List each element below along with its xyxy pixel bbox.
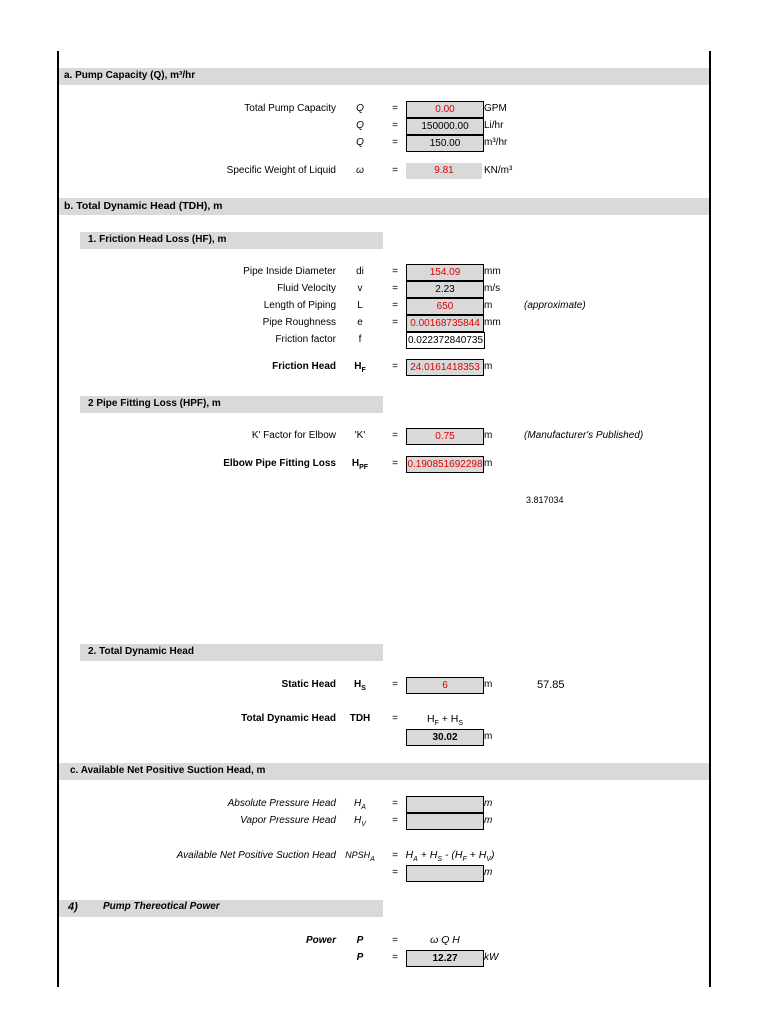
total-pump-capacity-label: Total Pump Capacity xyxy=(244,103,336,114)
side-value: 57.85 xyxy=(537,679,565,691)
absolute-pressure-label: Absolute Pressure Head xyxy=(227,798,336,809)
equals-sign: = xyxy=(392,815,398,826)
left-border-line xyxy=(57,51,59,987)
power-formula: ω Q H xyxy=(430,934,460,946)
elbow-fitting-loss-cell[interactable]: 0.190851692298 xyxy=(406,456,484,473)
q-symbol: Q xyxy=(356,103,364,114)
specific-weight-cell[interactable]: 9.81 xyxy=(406,163,482,179)
capacity-gpm-cell[interactable]: 0.00 xyxy=(406,101,484,118)
absolute-pressure-cell[interactable] xyxy=(406,796,484,813)
di-symbol: di xyxy=(356,266,364,277)
unit-mm: mm xyxy=(484,317,501,328)
friction-factor-cell[interactable]: 0.022372840735 xyxy=(406,332,485,349)
unit-m: m xyxy=(484,679,493,690)
equals-sign: = xyxy=(392,713,398,724)
omega-symbol: ω xyxy=(356,165,364,176)
tdh-label: Total Dynamic Head xyxy=(241,713,336,724)
unit-m: m xyxy=(484,815,493,826)
tdh-subsection-header: 2. Total Dynamic Head xyxy=(88,646,194,657)
friction-subsection-header: 1. Friction Head Loss (HF), m xyxy=(88,234,227,245)
static-head-cell[interactable]: 6 xyxy=(406,677,484,694)
friction-head-label: Friction Head xyxy=(272,361,336,372)
equals-sign: = xyxy=(392,361,398,372)
k-factor-label: K' Factor for Elbow xyxy=(251,430,336,441)
hv-symbol: $H_V$ xyxy=(354,815,366,828)
equals-sign: = xyxy=(392,137,398,148)
vapor-pressure-cell[interactable] xyxy=(406,813,484,830)
capacity-m3hr-cell[interactable]: 150.00 xyxy=(406,135,484,152)
equals-sign: = xyxy=(392,935,398,946)
npsh-formula: $H_A + H_S - (H_F + H_V)$ xyxy=(405,849,495,864)
unit-m: m xyxy=(484,300,493,311)
fitting-subsection-header: 2 Pipe Fitting Loss (HPF), m xyxy=(88,398,221,409)
unit-mm: mm xyxy=(484,266,501,277)
elbow-fitting-loss-label: Elbow Pipe Fitting Loss xyxy=(223,458,336,469)
unit-gpm: GPM xyxy=(484,103,507,114)
unit-m: m xyxy=(484,867,493,878)
unit-m: m xyxy=(484,430,493,441)
unit-ms: m/s xyxy=(484,283,501,294)
friction-head-cell[interactable]: 24.0161418353 xyxy=(406,359,484,376)
unit-m: m xyxy=(484,731,493,742)
equals-sign: = xyxy=(392,120,398,131)
unit-kw: kW xyxy=(484,952,499,963)
right-border-line xyxy=(709,51,711,987)
unit-m3hr: m³/hr xyxy=(484,137,508,148)
npsha-symbol: $NPSH_A$ xyxy=(345,850,375,863)
hpf-symbol: $H_{PF}$ xyxy=(351,458,369,471)
p-symbol: P xyxy=(356,935,364,946)
piping-length-cell[interactable]: 650 xyxy=(406,298,484,315)
hf-symbol: $H_F$ xyxy=(354,361,366,374)
k-factor-cell[interactable]: 0.75 xyxy=(406,428,484,445)
p-symbol: P xyxy=(356,952,364,963)
fluid-velocity-label: Fluid Velocity xyxy=(277,283,336,294)
equals-sign: = xyxy=(392,867,398,878)
approximate-note: (approximate) xyxy=(524,300,586,311)
equals-sign: = xyxy=(392,300,398,311)
pipe-diameter-cell[interactable]: 154.09 xyxy=(406,264,484,281)
k-symbol: 'K' xyxy=(354,430,366,441)
ha-symbol: $H_A$ xyxy=(354,798,366,811)
power-cell[interactable]: 12.27 xyxy=(406,950,484,967)
unit-knm3: KN/m³ xyxy=(484,165,513,176)
unit-m: m xyxy=(484,798,493,809)
manufacturer-note: (Manufacturer's Published) xyxy=(524,430,644,441)
equals-sign: = xyxy=(392,679,398,690)
npsh-label: Available Net Positive Suction Head xyxy=(176,850,336,861)
tdh-symbol: TDH xyxy=(349,713,371,724)
unit-m: m xyxy=(484,458,493,469)
specific-weight-label: Specific Weight of Liquid xyxy=(226,165,336,176)
v-symbol: v xyxy=(357,283,363,294)
npsh-cell[interactable] xyxy=(406,865,484,882)
equals-sign: = xyxy=(392,430,398,441)
static-head-label: Static Head xyxy=(281,679,336,690)
fluid-velocity-cell[interactable]: 2.23 xyxy=(406,281,484,298)
equals-sign: = xyxy=(392,103,398,114)
pipe-diameter-label: Pipe Inside Diameter xyxy=(243,266,336,277)
power-label: Power xyxy=(305,935,336,946)
friction-factor-label: Friction factor xyxy=(275,334,336,345)
unit-lihr: Li/hr xyxy=(484,120,504,131)
pipe-roughness-label: Pipe Roughness xyxy=(262,317,336,328)
tdh-cell[interactable]: 30.02 xyxy=(406,729,484,746)
capacity-lihr-cell[interactable]: 150000.00 xyxy=(406,118,484,135)
equals-sign: = xyxy=(392,952,398,963)
equals-sign: = xyxy=(392,266,398,277)
q-symbol: Q xyxy=(356,120,364,131)
l-symbol: L xyxy=(357,300,363,311)
q-symbol: Q xyxy=(356,137,364,148)
piping-length-label: Length of Piping xyxy=(263,300,336,311)
pipe-roughness-cell[interactable]: 0.00168735844 xyxy=(406,315,484,332)
equals-sign: = xyxy=(392,798,398,809)
equals-sign: = xyxy=(392,317,398,328)
tdh-formula: $H_F + H_S$ xyxy=(426,713,464,728)
section-b-header: b. Total Dynamic Head (TDH), m xyxy=(64,200,223,212)
section-a-header: a. Pump Capacity (Q), m³/hr xyxy=(64,70,196,81)
hs-symbol: $H_S$ xyxy=(354,679,366,692)
e-symbol: e xyxy=(357,317,363,328)
power-section-number: 4) xyxy=(68,901,78,913)
f-symbol: f xyxy=(358,334,362,345)
unit-m: m xyxy=(484,361,493,372)
stray-value: 3.817034 xyxy=(526,495,564,505)
equals-sign: = xyxy=(392,165,398,176)
section-c-header: c. Available Net Positive Suction Head, m xyxy=(70,765,266,776)
vapor-pressure-label: Vapor Pressure Head xyxy=(240,815,336,826)
equals-sign: = xyxy=(392,283,398,294)
power-section-header: Pump Thereotical Power xyxy=(103,901,220,912)
equals-sign: = xyxy=(392,458,398,469)
equals-sign: = xyxy=(392,850,398,861)
